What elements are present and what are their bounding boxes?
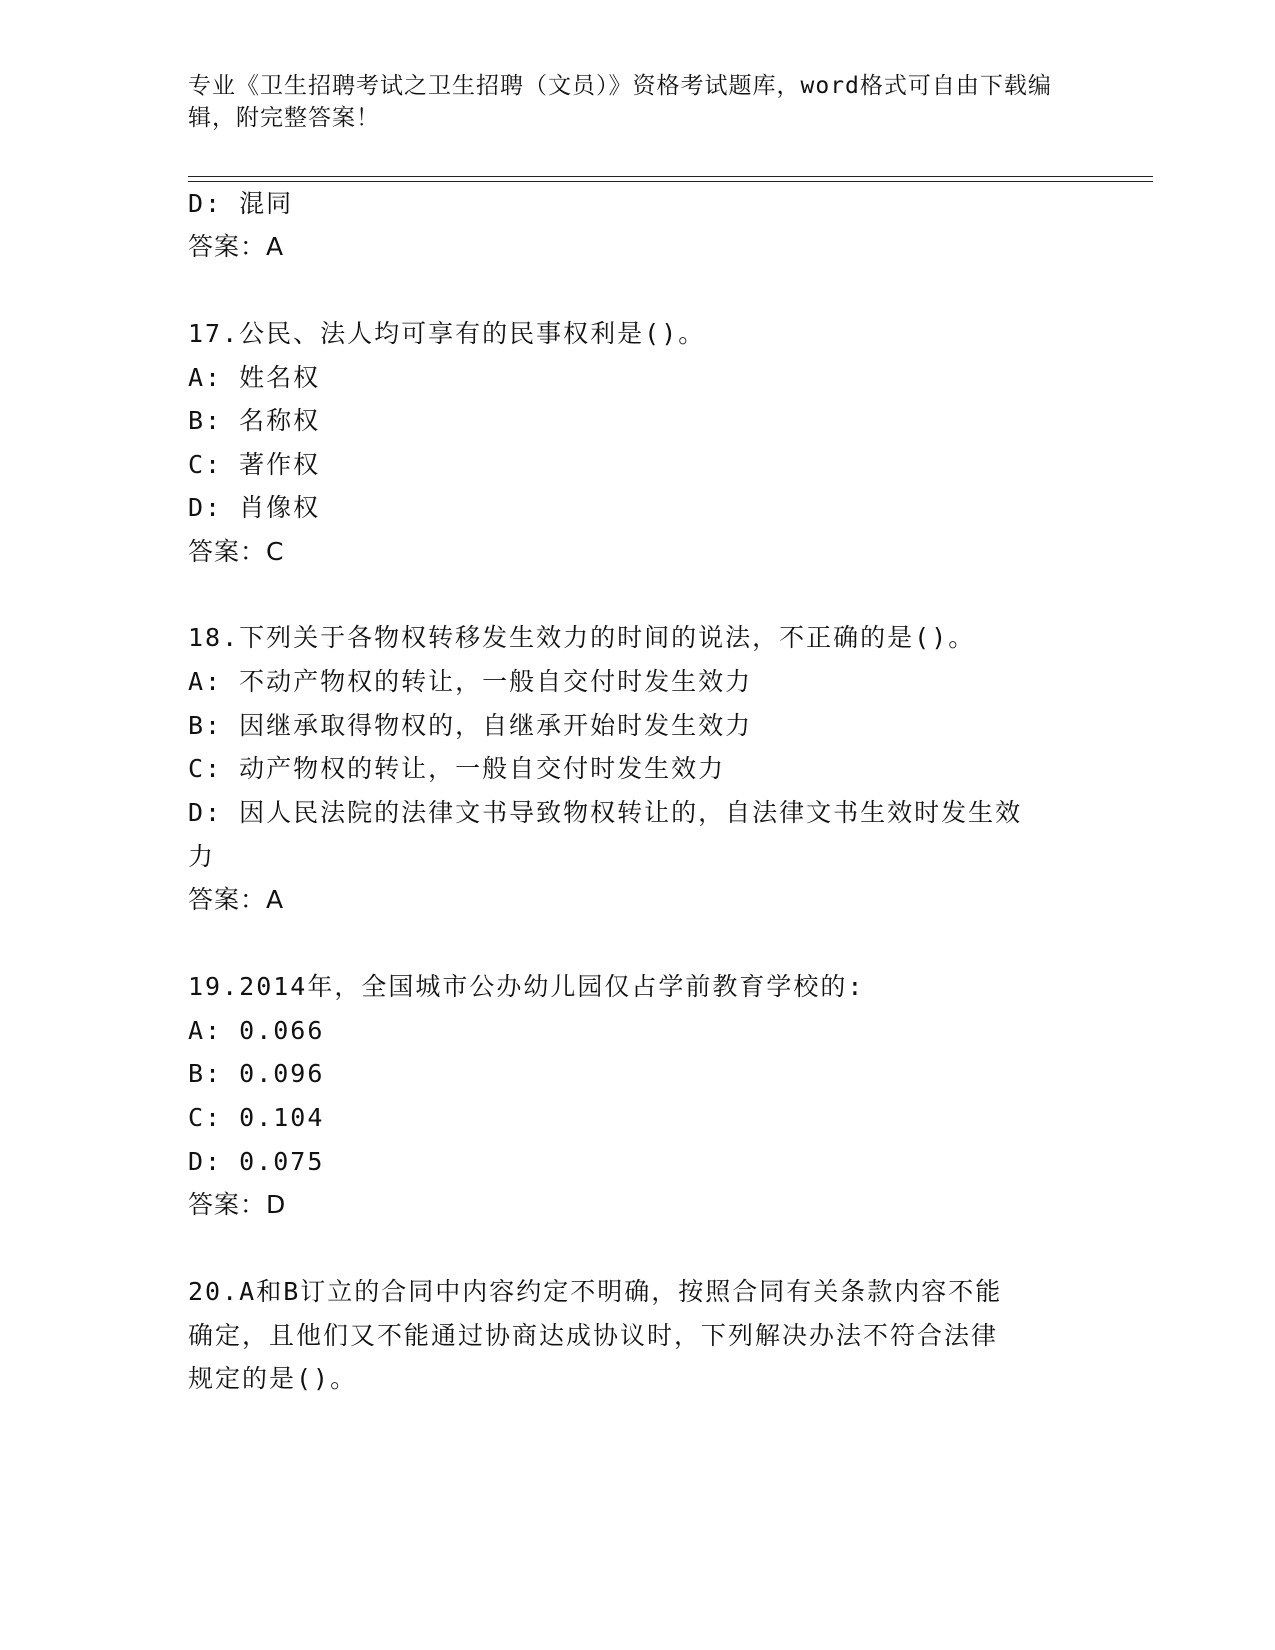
q18-option-d-line1: D: 因人民法院的法律文书导致物权转让的，自法律文书生效时发生效	[188, 798, 1023, 827]
q20-stem-line1: 20.A和B订立的合同中内容约定不明确，按照合同有关条款内容不能	[188, 1277, 1003, 1306]
q16-answer: 答案：A	[188, 232, 285, 261]
q17-option-c: C: 著作权	[188, 450, 321, 479]
q17-option-a: A: 姓名权	[188, 363, 321, 392]
q18-option-b: B: 因继承取得物权的，自继承开始时发生效力	[188, 711, 753, 740]
q19-option-d: D: 0.075	[188, 1147, 325, 1176]
header-rule-top	[188, 176, 1153, 177]
q18-option-a: A: 不动产物权的转让，一般自交付时发生效力	[188, 667, 753, 696]
q18-answer: 答案：A	[188, 885, 285, 914]
q18-option-d-line2: 力	[188, 842, 216, 871]
q19-answer: 答案：D	[188, 1190, 287, 1219]
q19-stem: 19.2014年，全国城市公办幼儿园仅占学前教育学校的:	[188, 972, 865, 1001]
q19-option-b: B: 0.096	[188, 1059, 325, 1088]
header-rule-bottom	[188, 181, 1153, 182]
q16-option-d: D: 混同	[188, 189, 294, 218]
q18-option-c: C: 动产物权的转让，一般自交付时发生效力	[188, 754, 726, 783]
q20-stem-line2: 确定，且他们又不能通过协商达成协议时，下列解决办法不符合法律	[188, 1321, 999, 1350]
q19-option-a: A: 0.066	[188, 1016, 325, 1045]
q18-stem: 18.下列关于各物权转移发生效力的时间的说法，不正确的是()。	[188, 623, 976, 652]
q19-option-c: C: 0.104	[188, 1103, 325, 1132]
q17-stem: 17.公民、法人均可享有的民事权利是()。	[188, 319, 706, 348]
q17-option-d: D: 肖像权	[188, 493, 321, 522]
page-header: 专业《卫生招聘考试之卫生招聘（文员）》资格考试题库，word格式可自由下载编辑，附完整答案！	[188, 73, 1052, 131]
q17-option-b: B: 名称权	[188, 406, 321, 435]
q20-stem-line3: 规定的是()。	[188, 1364, 358, 1393]
q17-answer: 答案：C	[188, 537, 285, 566]
